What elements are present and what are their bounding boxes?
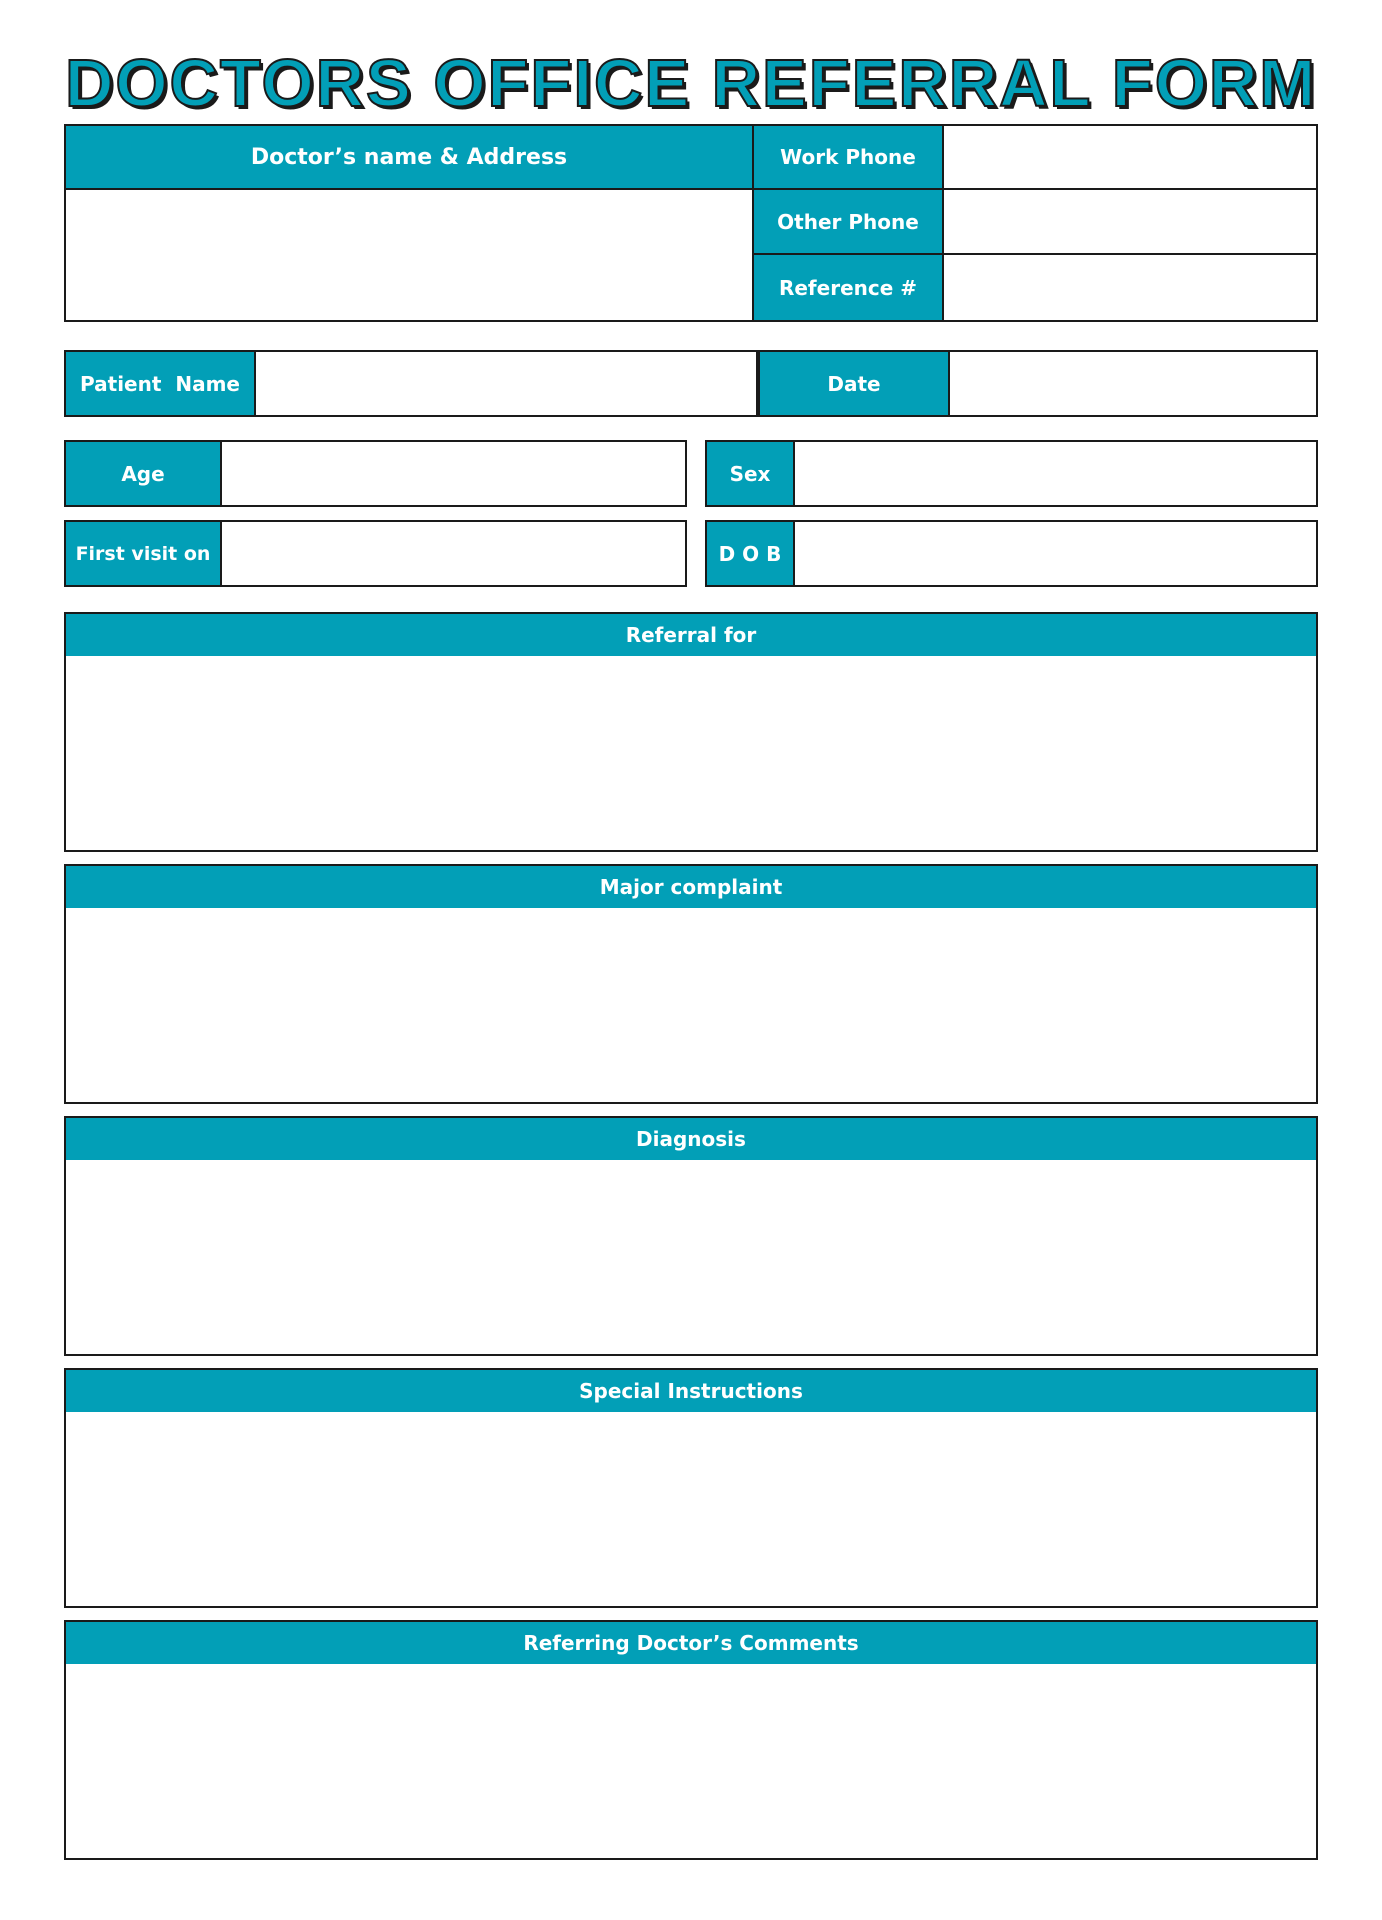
sex-label: Sex	[705, 440, 795, 507]
special-instructions-field[interactable]	[64, 1412, 1318, 1608]
special-instructions-header: Special Instructions	[64, 1368, 1318, 1414]
patient-name-label: Patient Name	[64, 350, 256, 417]
date-field[interactable]	[948, 350, 1318, 417]
doctor-name-address-field[interactable]	[64, 188, 754, 322]
form-title: DOCTORS OFFICE REFERRAL FORM	[64, 46, 1318, 121]
first-visit-label: First visit on	[64, 520, 222, 587]
dob-field[interactable]	[793, 520, 1318, 587]
dob-label: D O B	[705, 520, 795, 587]
doctor-name-address-label: Doctor’s name & Address	[64, 124, 754, 190]
reference-label: Reference #	[752, 253, 944, 322]
referring-comments-field[interactable]	[64, 1664, 1318, 1860]
other-phone-field[interactable]	[942, 188, 1318, 255]
referral-for-header: Referral for	[64, 612, 1318, 658]
work-phone-field[interactable]	[942, 124, 1318, 190]
date-label: Date	[758, 350, 950, 417]
reference-field[interactable]	[942, 253, 1318, 322]
major-complaint-header: Major complaint	[64, 864, 1318, 910]
age-label: Age	[64, 440, 222, 507]
diagnosis-field[interactable]	[64, 1160, 1318, 1356]
sex-field[interactable]	[793, 440, 1318, 507]
patient-name-field[interactable]	[254, 350, 758, 417]
other-phone-label: Other Phone	[752, 188, 944, 255]
diagnosis-header: Diagnosis	[64, 1116, 1318, 1162]
major-complaint-field[interactable]	[64, 908, 1318, 1104]
first-visit-field[interactable]	[220, 520, 687, 587]
work-phone-label: Work Phone	[752, 124, 944, 190]
referral-for-field[interactable]	[64, 656, 1318, 852]
age-field[interactable]	[220, 440, 687, 507]
referring-comments-header: Referring Doctor’s Comments	[64, 1620, 1318, 1666]
